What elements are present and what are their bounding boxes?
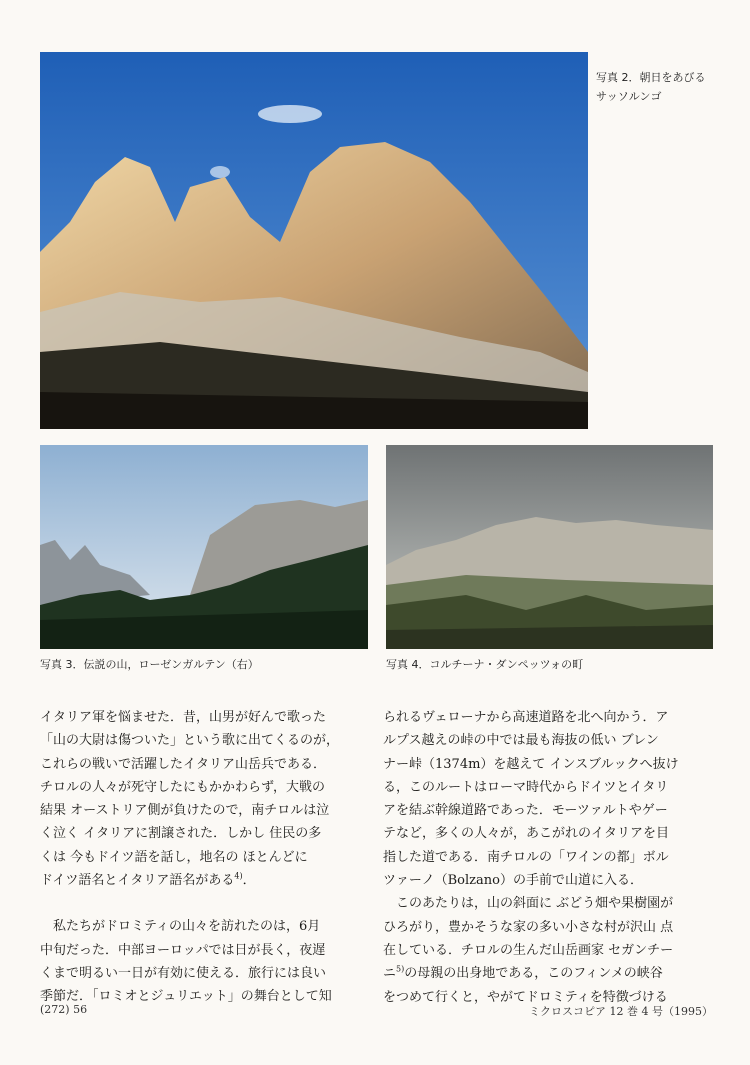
- text-line: [383, 962, 715, 985]
- text-line: をつめて行くと，やがてドロミティを特徴づける: [383, 989, 668, 1005]
- photo4-caption: 写真 4．コルチーナ・ダンペッツォの町: [386, 658, 584, 671]
- text-column-right: [383, 706, 715, 1009]
- text-line: く泣く イタリアに割譲された．しかし 住民の多: [40, 826, 322, 842]
- text-column-left: [40, 706, 372, 1009]
- text-line: ナー峠（1374m）を越えて インスブルックへ抜け: [383, 756, 679, 772]
- text-line: ひろがり，豊かそうな家の多い小さな村が沢山 点: [383, 919, 674, 935]
- text-line: 在している．チロルの生んだ山岳画家 セガンチー: [383, 942, 674, 958]
- text-line: 私たちがドロミティの山々を訪れたのは，6月: [53, 919, 321, 935]
- text-line: くは 今もドイツ語を話し，地名の ほとんどに: [40, 849, 308, 865]
- text-line: チロルの人々が死守したにもかかわらず，大戦の: [40, 779, 325, 795]
- text-line: くまで明るい一日が有効に使える．旅行には良い: [40, 965, 327, 981]
- text-line: 結果 オーストリア側が負けたので，南チロルは泣: [40, 803, 330, 819]
- text-line-body: の母親の出身地である，このフィンメの峡谷: [404, 966, 663, 982]
- text-line: アを結ぶ幹線道路であった．モーツァルトやゲー: [383, 803, 668, 819]
- text-line-prefix: ニ: [383, 966, 397, 982]
- photo2-caption: [596, 68, 736, 106]
- text-line: 季節だ．「ロミオとジュリエット」の舞台として知: [40, 989, 332, 1005]
- text-line: イタリア軍を悩ませた．昔，山男が好んで歌った: [40, 710, 327, 725]
- text-line: このあたりは，山の斜面に ぶどう畑や果樹園が: [396, 896, 674, 912]
- photo-cortina: [386, 445, 713, 649]
- text-line: 「山の大尉は傷ついた」という歌に出てくるのが，: [40, 733, 340, 749]
- text-line: ツァーノ（Bolzano）の手前で山道に入る．: [383, 873, 643, 889]
- text-line: る，このルートはローマ時代からドイツとイタリ: [383, 779, 669, 795]
- page-number: (272) 56: [40, 1003, 88, 1016]
- photo-rosengarten: [40, 445, 368, 649]
- photo3-caption: 写真 3．伝説の山，ローゼンガルテン（右）: [40, 658, 259, 671]
- text-line: られるヴェローナから高速道路を北へ向かう．ア: [383, 710, 669, 725]
- text-line: ドイツ語名とイタリア語名がある$^{4)}$．: [40, 871, 256, 889]
- text-line-body: ドイツ語名とイタリア語名がある: [40, 873, 235, 889]
- footnote-ref: 5): [396, 964, 405, 974]
- photo-sassolungo: [40, 52, 588, 429]
- text-line: テなど，多くの人々が，あこがれのイタリアを目: [383, 826, 670, 842]
- text-line: 中旬だった．中部ヨーロッパでは日が長く，夜遅: [40, 942, 326, 958]
- text-line: ルプス越えの峠の中では最も海抜の低い ブレン: [383, 733, 659, 749]
- photo2-caption-line1: 写真 2．朝日をあびる: [596, 71, 706, 84]
- text-line: これらの戦いで活躍したイタリア山岳兵である．: [40, 756, 327, 772]
- journal-citation: ミクロスコピア 12 巻 4 号（1995）: [529, 1005, 713, 1018]
- text-line: 指した道である．南チロルの「ワインの都」ボル: [383, 849, 669, 865]
- photo2-caption-line2: サッソルンゴ: [596, 90, 662, 103]
- footnote-ref: 4): [234, 871, 243, 881]
